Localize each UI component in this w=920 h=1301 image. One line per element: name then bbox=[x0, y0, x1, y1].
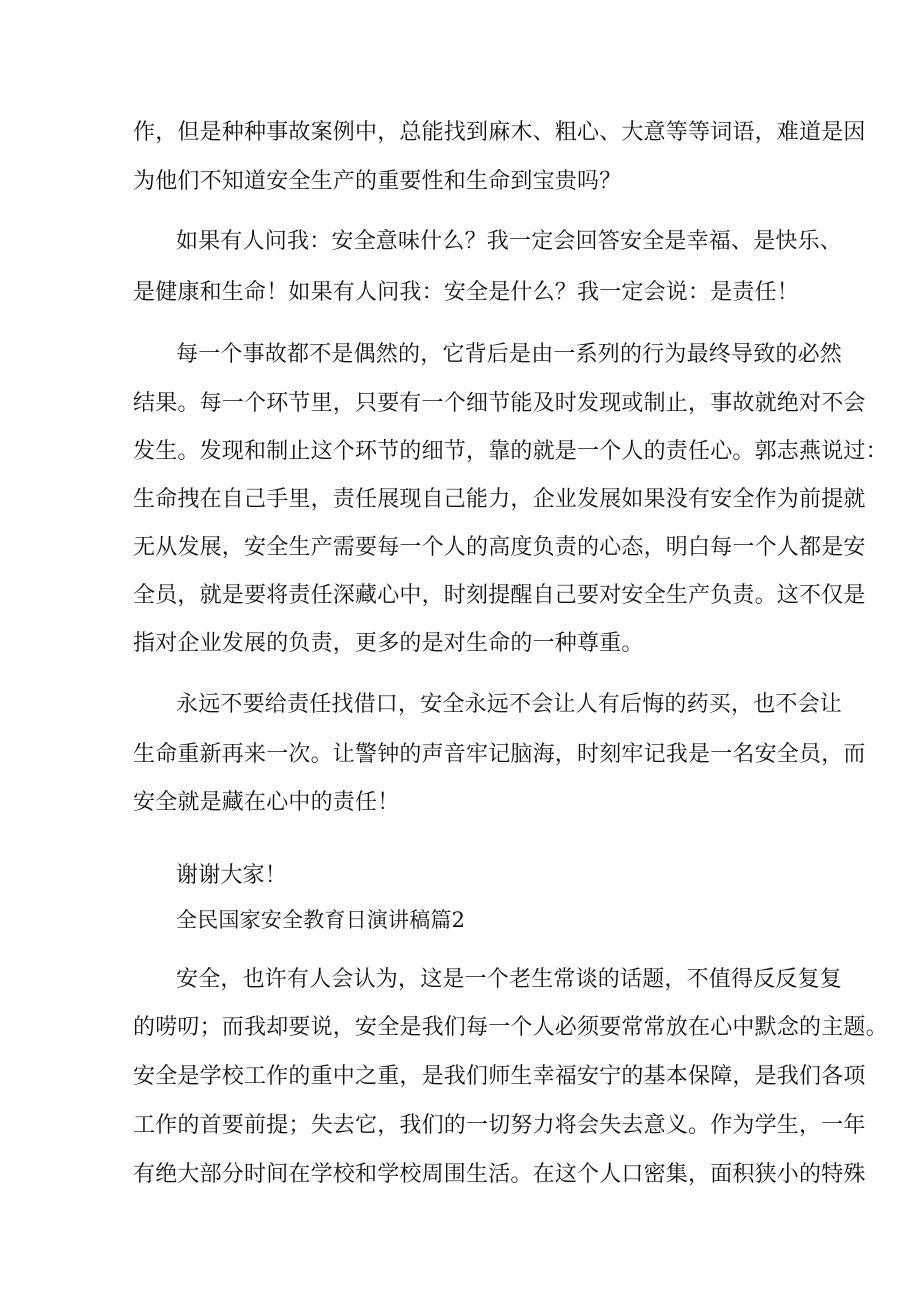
paragraph-line: 的唠叨；而我却要说，安全是我们每一个人必须要常常放在心中默念的主题。 bbox=[133, 1015, 888, 1040]
paragraph-line: 指对企业发展的负责，更多的是对生命的一种尊重。 bbox=[133, 631, 644, 656]
paragraph-line: 为他们不知道安全生产的重要性和生命到宝贵吗？ bbox=[133, 169, 622, 194]
paragraph-line: 作，但是种种事故案例中，总能找到麻木、粗心、大意等等词语，难道是因 bbox=[133, 120, 866, 145]
paragraph-line: 结果。每一个环节里，只要有一个细节能及时发现或制止，事故就绝对不会 bbox=[133, 391, 866, 416]
paragraph-line: 无从发展，安全生产需要每一个人的高度负责的心态，明白每一个人都是安 bbox=[133, 535, 866, 560]
paragraph-line: 有绝大部分时间在学校和学校周围生活。在这个人口密集，面积狭小的特殊 bbox=[133, 1162, 866, 1187]
section-title: 全民国家安全教育日演讲稿篇2 bbox=[176, 908, 466, 932]
paragraph-line: 是健康和生命！如果有人问我：安全是什么？我一定会说：是责任！ bbox=[133, 280, 800, 305]
paragraph-line: 工作的首要前提；失去它，我们的一切努力将会失去意义。作为学生，一年 bbox=[133, 1113, 866, 1138]
paragraph-line: 全员，就是要将责任深藏心中，时刻提醒自己要对安全生产负责。这不仅是 bbox=[133, 583, 866, 608]
paragraph-line: 如果有人问我：安全意味什么？我一定会回答安全是幸福、是快乐、 bbox=[176, 229, 843, 254]
paragraph-line: 安全，也许有人会认为，这是一个老生常谈的话题，不值得反反复复 bbox=[176, 967, 843, 992]
paragraph-line: 生命拽在自己手里，责任展现自己能力，企业发展如果没有安全作为前提就 bbox=[133, 487, 866, 512]
paragraph-line: 发生。发现和制止这个环节的细节，靠的就是一个人的责任心。郭志燕说过： bbox=[133, 439, 888, 464]
paragraph-line: 永远不要给责任找借口，安全永远不会让人有后悔的药买，也不会让 bbox=[176, 692, 843, 717]
paragraph-line: 每一个事故都不是偶然的，它背后是由一系列的行为最终导致的必然 bbox=[176, 342, 843, 367]
paragraph-line: 安全就是藏在心中的责任！ bbox=[133, 790, 400, 815]
paragraph-line: 生命重新再来一次。让警钟的声音牢记脑海，时刻牢记我是一名安全员，而 bbox=[133, 742, 866, 767]
closing-line: 谢谢大家！ bbox=[176, 863, 288, 888]
paragraph-line: 安全是学校工作的重中之重，是我们师生幸福安宁的基本保障，是我们各项 bbox=[133, 1064, 866, 1089]
